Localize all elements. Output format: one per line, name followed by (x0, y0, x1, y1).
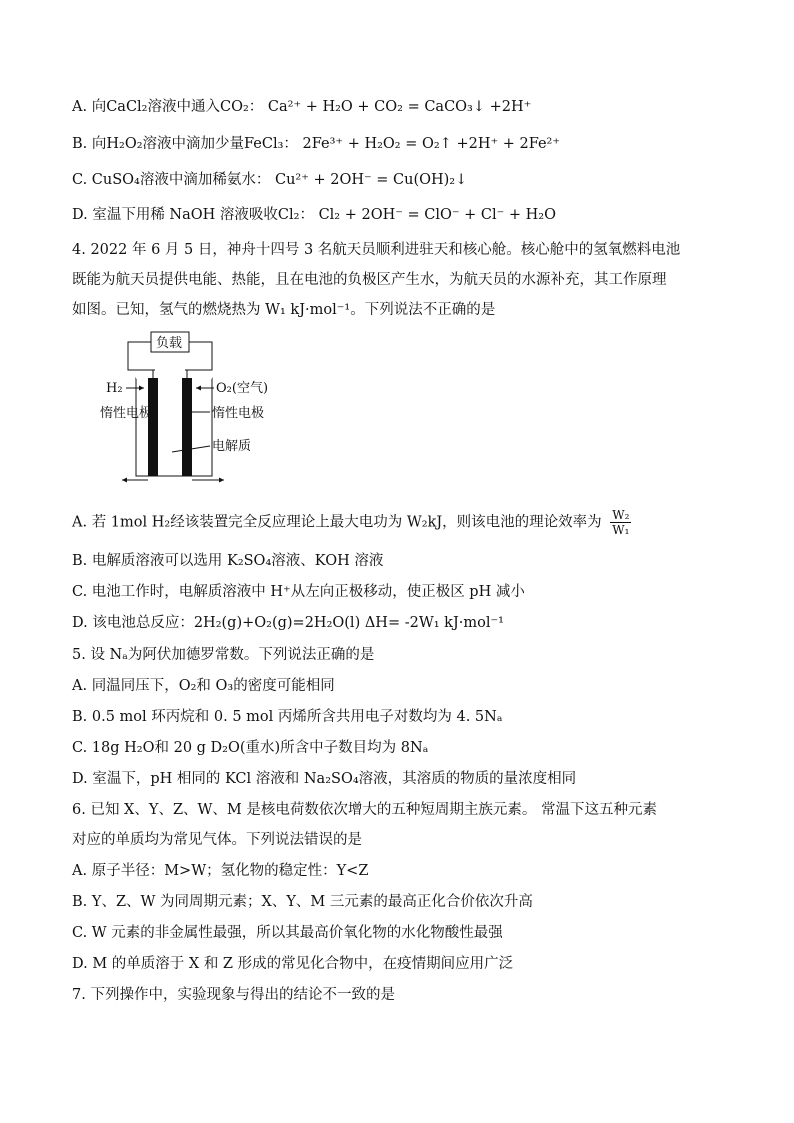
equation: 2Fe³⁺ + H₂O₂ = O₂↑ +2H⁺ + 2Fe²⁺ (302, 136, 561, 152)
option-label: A. (72, 99, 88, 115)
q4-option-d (72, 613, 504, 633)
q4-stem-line3: 如图。已知，氢气的燃烧热为 W₁ kJ·mol⁻¹。下列说法不正确的是 (72, 302, 496, 318)
electrolyte-label: 电解质 (212, 439, 252, 454)
option-text: 该电池总反应：2H₂(g)+O₂(g)=2H₂O(l) ΔH= -2W₁ kJ·mol⁻¹ (92, 615, 504, 631)
equation: Cl₂ + 2OH⁻ = ClO⁻ + Cl⁻ + H₂O (318, 207, 557, 223)
option-label: B. (72, 709, 88, 725)
q6-option-b (72, 892, 533, 912)
outlet-right-arrowhead (219, 478, 224, 483)
option-label: B. (72, 894, 88, 910)
option-label: B. (72, 553, 88, 569)
option-label: B. (72, 136, 88, 152)
q5-option-b (72, 707, 502, 727)
q6-stem-line1: 6. 已知 X、Y、Z、W、M 是核电荷数依次增大的五种短周期主族元素。 常温下这五种元素 (72, 802, 657, 818)
q4-option-c (72, 582, 525, 602)
option-text: 18g H₂O和 20 g D₂O(重水)所含中子数目均为 8Nₐ (91, 740, 429, 756)
option-label: C. (72, 740, 88, 756)
fraction-numerator: W₂ (612, 508, 630, 522)
h2-label: H₂ (106, 381, 123, 396)
option-label: C. (72, 172, 88, 188)
outlet-left-arrowhead (122, 478, 127, 483)
load-label: 负载 (156, 336, 183, 351)
option-label: D. (72, 207, 88, 223)
electrode-right (182, 378, 192, 476)
option-text: 若 1mol H₂经该装置完全反应理论上最大电功为 W₂kJ，则该电池的理论效率为 (91, 514, 602, 531)
option-text: 0.5 mol 环丙烷和 0. 5 mol 丙烯所含共用电子对数均为 4. 5Nₐ (91, 709, 503, 725)
q3-option-d (72, 205, 556, 225)
q4-option-a (72, 508, 631, 537)
option-label: A. (72, 514, 88, 531)
option-text: 原子半径：M>W；氢化物的稳定性：Y<Z (91, 863, 369, 879)
option-text: CuSO₄溶液中滴加稀氨水： (91, 172, 271, 188)
electrode-left (148, 378, 158, 476)
electrode-left-label: 惰性电极 (100, 406, 153, 421)
equation: Ca²⁺ + H₂O + CO₂ = CaCO₃↓ +2H⁺ (267, 99, 532, 115)
equation: Cu²⁺ + 2OH⁻ = Cu(OH)₂↓ (274, 172, 468, 188)
o2-label: O₂(空气) (216, 381, 269, 396)
q6-option-c (72, 923, 503, 943)
q6-option-a (72, 861, 368, 881)
q4-option-b (72, 551, 383, 571)
q6-stem-line2: 对应的单质均为常见气体。下列说法错误的是 (72, 832, 362, 848)
option-label: A. (72, 678, 88, 694)
option-label: C. (72, 925, 88, 941)
option-text: M 的单质溶于 X 和 Z 形成的常见化合物中，在疫情期间应用广泛 (92, 956, 514, 972)
q7-stem: 7. 下列操作中，实验现象与得出的结论不一致的是 (72, 987, 395, 1003)
q5-stem: 5. 设 Nₐ为阿伏加德罗常数。下列说法正确的是 (72, 647, 375, 663)
option-text: 室温下，pH 相同的 KCl 溶液和 Na₂SO₄溶液，其溶质的物质的量浓度相同 (92, 771, 577, 787)
q5-option-a (72, 676, 335, 696)
q3-option-c (72, 170, 467, 190)
q3-option-b (72, 134, 560, 154)
q6-option-d (72, 954, 513, 974)
option-text: 向H₂O₂溶液中滴加少量FeCl₃： (91, 136, 298, 152)
option-text: Y、Z、W 为同周期元素；X、Y、M 三元素的最高正化合价依次升高 (91, 894, 533, 910)
electrode-right-label: 惰性电极 (212, 406, 265, 421)
option-label: D. (72, 956, 88, 972)
option-label: D. (72, 771, 88, 787)
option-text: 电解质溶液可以选用 K₂SO₄溶液、KOH 溶液 (91, 553, 384, 569)
option-text: 向CaCl₂溶液中通入CO₂： (91, 99, 264, 115)
option-label: D. (72, 615, 88, 631)
option-text: 室温下用稀 NaOH 溶液吸收Cl₂： (92, 207, 314, 223)
option-label: A. (72, 863, 88, 879)
fraction-denominator: W₁ (612, 523, 630, 537)
q4-stem-line1: 4. 2022 年 6 月 5 日，神舟十四号 3 名航天员顺利进驻天和核心舱。核心舱中的氢氧燃料电池 (72, 242, 681, 258)
q5-option-c (72, 738, 428, 758)
option-text: 电池工作时，电解质溶液中 H⁺从左向正极移动，使正极区 pH 减小 (91, 584, 525, 600)
option-text: 同温同压下，O₂和 O₃的密度可能相同 (91, 678, 335, 694)
efficiency-fraction (610, 508, 631, 537)
cell-container (136, 378, 212, 476)
q4-stem-line2: 既能为航天员提供电能、热能，且在电池的负极区产生水，为航天员的水源补充，其工作原理 (72, 272, 667, 288)
q5-option-d (72, 769, 576, 789)
option-text: W 元素的非金属性最强，所以其最高价氧化物的水化物酸性最强 (91, 925, 503, 941)
option-label: C. (72, 584, 88, 600)
q3-option-a (72, 97, 531, 117)
fuel-cell-diagram (100, 330, 300, 488)
